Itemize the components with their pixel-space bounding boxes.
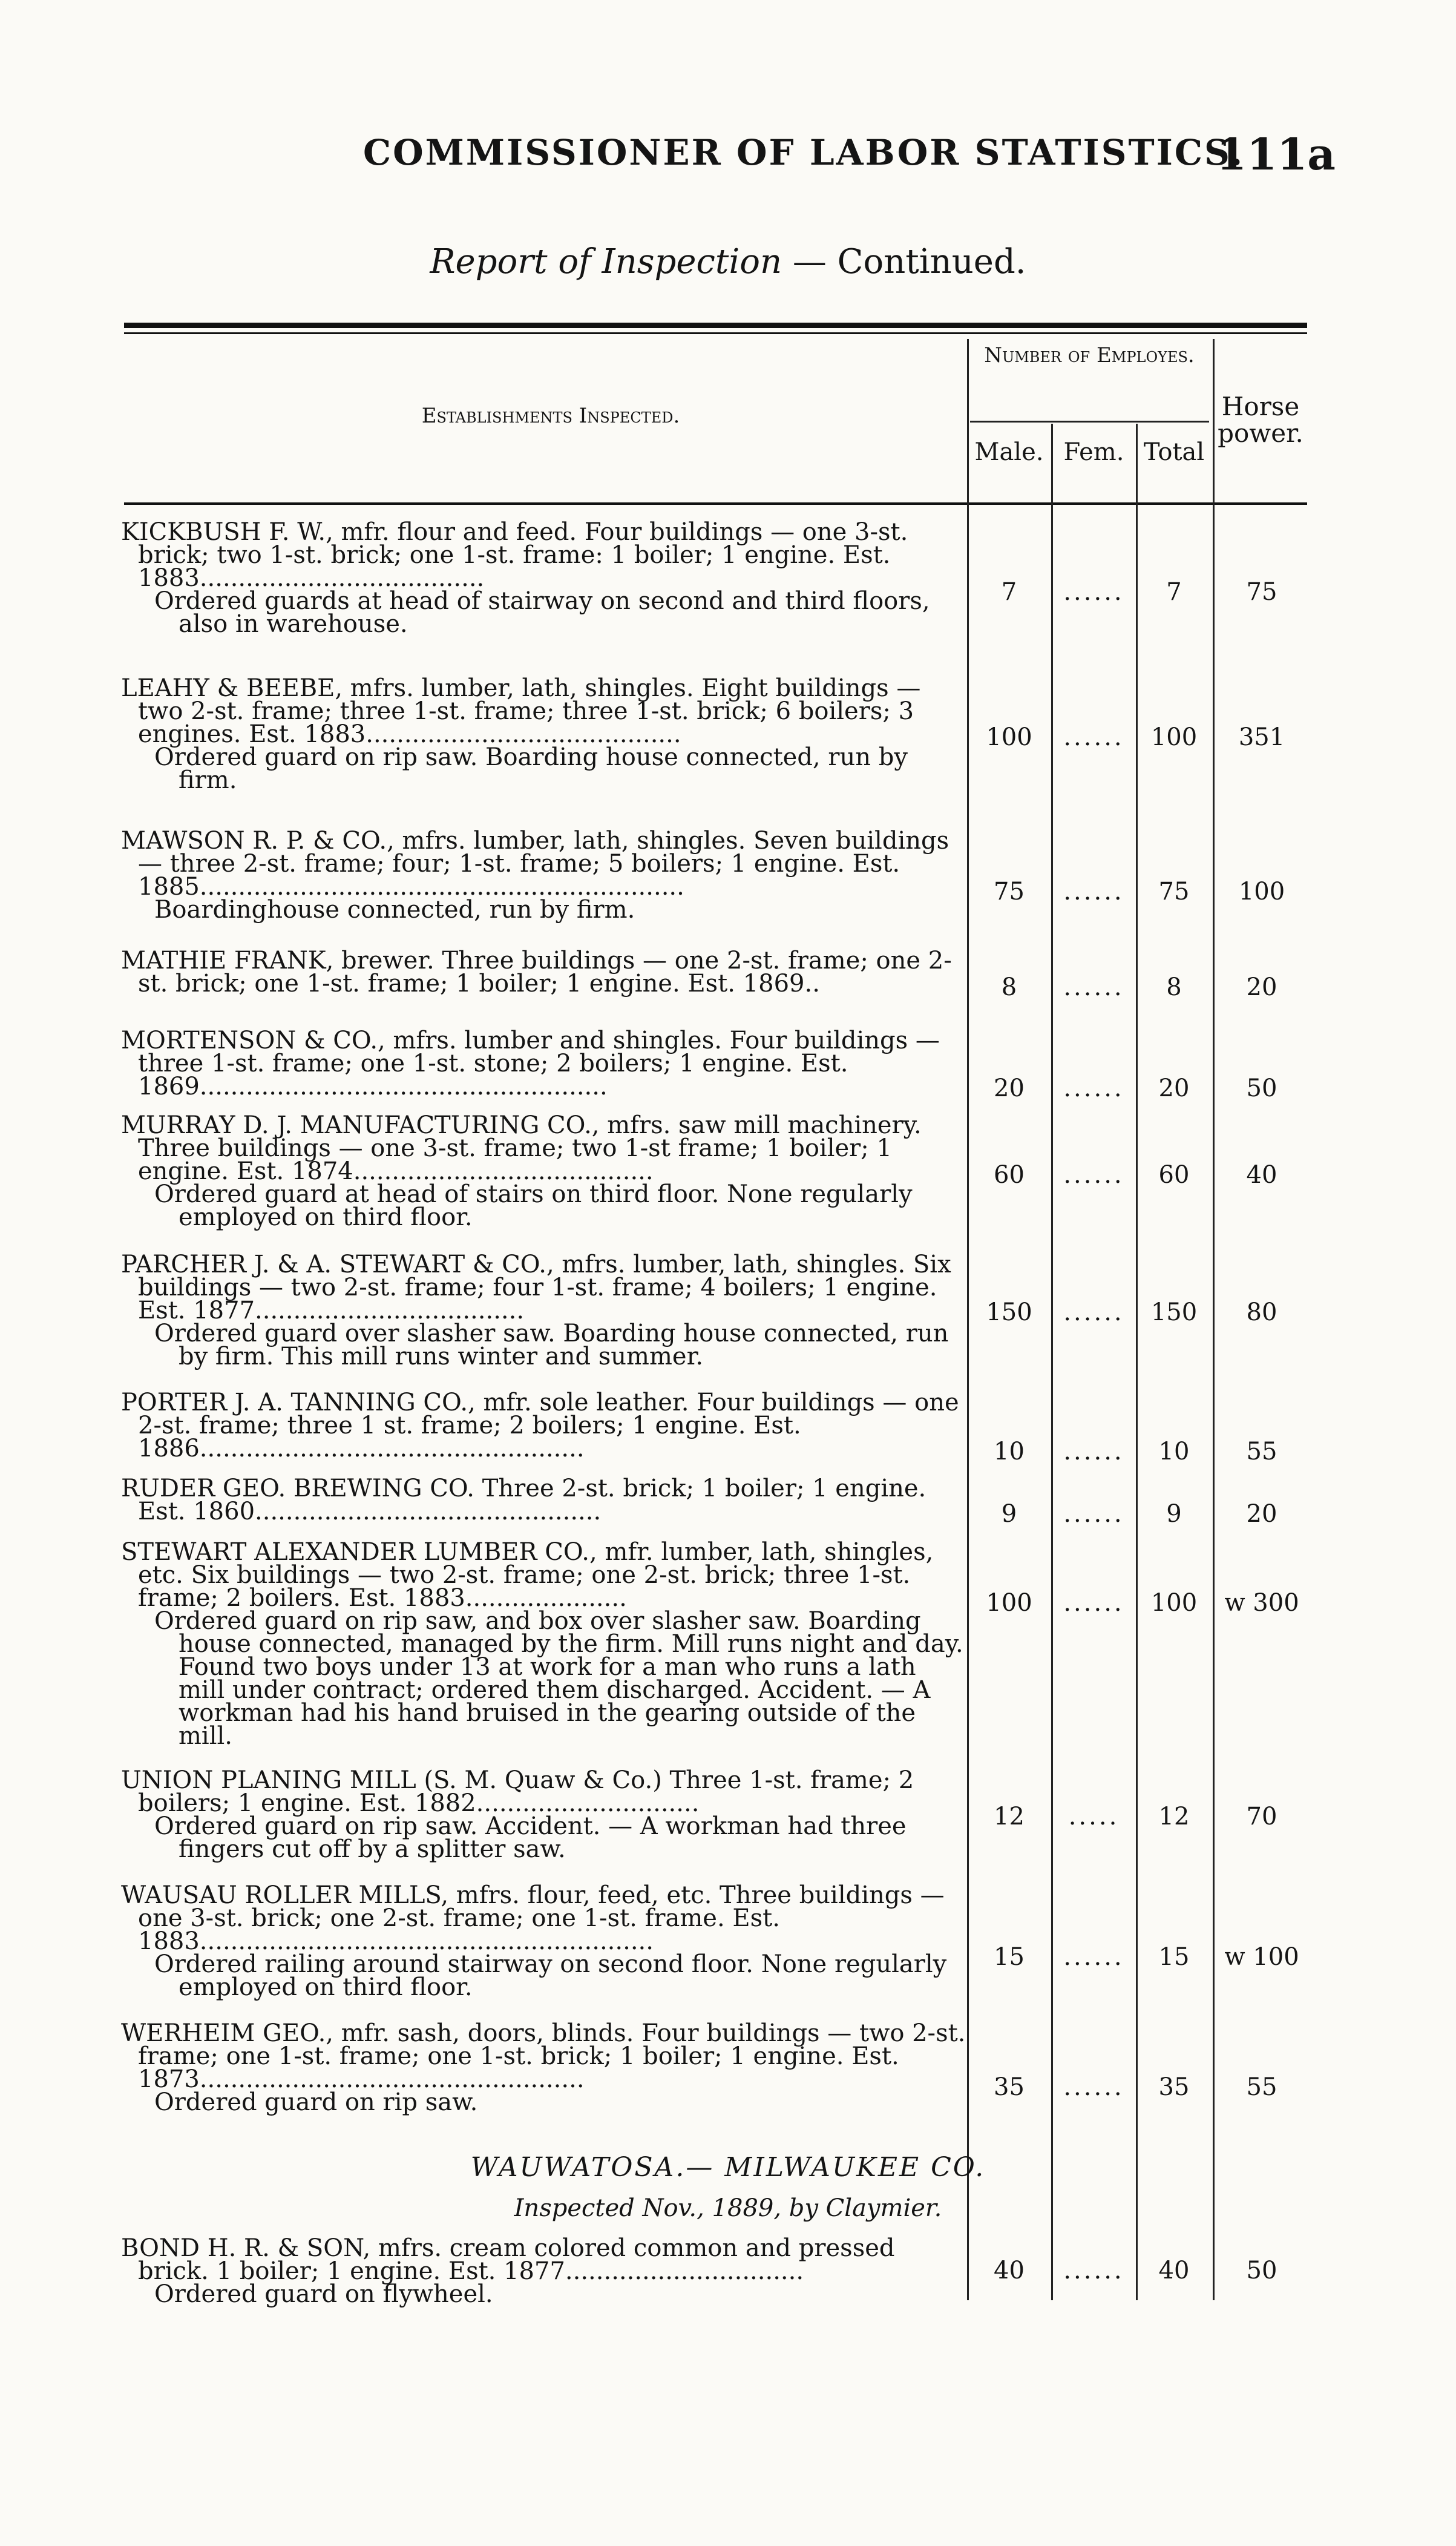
entry-description: MATHIE FRANK, brewer. Three buildings — one 2-st. frame; one 2-st. brick; one 1-st. frame; 1 boiler; 1 engine. Est. 1869.. [121, 947, 952, 998]
entry-description: LEAHY & BEEBE, mfrs. lumber, lath, shingles. Eight buildings — two 2-st. frame; three 1-st. frame; three 1-st. brick; 6 boilers; 3 engines. Est. 1883......................................... [121, 674, 921, 748]
entry-order: Ordered guard on rip saw. Boarding house connected, run by firm. [154, 743, 908, 794]
cell-male: 15 [994, 1943, 1025, 1971]
cell-horse-power: 20 [1246, 1500, 1277, 1528]
cell-total: 40 [1158, 2257, 1190, 2284]
entry-porter [121, 1391, 968, 1460]
entry-order: Ordered guard over slasher saw. Boarding house connected, run by firm. This mill runs winter and summer. [154, 1320, 949, 1370]
cell-male: 75 [994, 878, 1025, 906]
cell-fem: ...... [1063, 723, 1124, 751]
cell-horse-power: w 100 [1224, 1943, 1299, 1971]
cell-male: 10 [994, 1438, 1025, 1465]
col-header-fem: Fem. [1063, 438, 1124, 466]
entry-description: BOND H. R. & SON, mfrs. cream colored common and pressed brick. 1 boiler; 1 engine. Est. 1877............................... [121, 2234, 895, 2285]
entry-order: Ordered guards at head of stairway on second and third floors, also in warehouse. [154, 587, 930, 638]
cell-total: 15 [1158, 1943, 1190, 1971]
cell-male: 35 [994, 2073, 1025, 2101]
entry-leahy-beebe [121, 674, 968, 794]
entry-order: Ordered railing around stairway on second floor. None regularly employed on third floor. [154, 1950, 947, 2001]
entry-description: RUDER GEO. BREWING CO. Three 2-st. brick; 1 boiler; 1 engine. Est. 1860............................................. [121, 1475, 926, 1525]
cell-fem: ...... [1063, 578, 1124, 606]
col-header-total: Total [1143, 438, 1205, 466]
entry-murray [121, 1111, 968, 1231]
cell-horse-power: 40 [1246, 1161, 1277, 1189]
cell-fem: ...... [1063, 1161, 1124, 1189]
entry-kickbush [121, 518, 968, 638]
cell-fem: ...... [1063, 2257, 1124, 2284]
section-title: WAUWATOSA.— MILWAUKEE CO. [470, 2152, 986, 2183]
cell-total: 35 [1158, 2073, 1190, 2101]
cell-fem: ..... [1068, 1803, 1120, 1831]
cell-male: 20 [994, 1074, 1025, 1102]
cell-fem: ...... [1063, 1438, 1124, 1465]
cell-total: 100 [1150, 1589, 1198, 1617]
cell-total: 7 [1166, 578, 1182, 606]
cell-horse-power: 50 [1246, 1074, 1277, 1102]
cell-fem: ...... [1063, 2073, 1124, 2101]
cell-fem: ...... [1063, 1589, 1124, 1617]
cell-total: 9 [1166, 1500, 1182, 1528]
cell-horse-power: 70 [1246, 1803, 1277, 1831]
cell-horse-power: 75 [1246, 578, 1277, 606]
entry-order: Ordered guard on rip saw, and box over slasher saw. Boarding house connected, managed by the firm. Mill runs night and day. Found two boys under 13 at work for a man who runs a lath mill under contract; ordered them discharged. Accident. — A workman had his hand bruised in the gearing outside of the mill. [154, 1607, 963, 1750]
entry-description: WERHEIM GEO., mfr. sash, doors, blinds. Four buildings — two 2-st. frame; one 1-st. frame; one 1-st. brick; 1 boiler; 1 engine. Est. 1873.................................................. [121, 2019, 966, 2093]
entry-description: KICKBUSH F. W., mfr. flour and feed. Four buildings — one 3-st. brick; two 1-st. brick; one 1-st. frame: 1 boiler; 1 engine. Est. 1883..................................... [121, 518, 908, 592]
entry-bond [121, 2234, 968, 2308]
cell-total: 8 [1166, 973, 1182, 1001]
cell-male: 60 [994, 1161, 1025, 1189]
column-divider-fem [1051, 424, 1053, 2300]
report-subtitle [0, 242, 1456, 281]
cell-fem: ...... [1063, 1500, 1124, 1528]
cell-male: 150 [986, 1298, 1032, 1326]
column-divider-horse-power [1213, 339, 1215, 2300]
entry-description: PORTER J. A. TANNING CO., mfr. sole leather. Four buildings — one 2-st. frame; three 1 st. frame; 2 boilers; 1 engine. Est. 1886.................................................. [121, 1389, 959, 1462]
cell-total: 20 [1158, 1074, 1190, 1102]
cell-total: 75 [1158, 878, 1190, 906]
column-divider-total [1136, 424, 1138, 2300]
cell-total: 150 [1150, 1298, 1198, 1326]
cell-male: 40 [994, 2257, 1025, 2284]
entry-order: Ordered guard at head of stairs on third floor. None regularly employed on third floor. [154, 1180, 913, 1231]
cell-fem: ...... [1063, 1074, 1124, 1102]
col-header-horse-power: Horse power. [1218, 392, 1304, 448]
top-thin-rule [124, 332, 1307, 334]
entry-order: Boardinghouse connected, run by firm. [154, 896, 635, 924]
entry-description: MORTENSON & CO., mfrs. lumber and shingles. Four buildings — three 1-st. frame; one 1-st. stone; 2 boilers; 1 engine. Est. 1869..................................................... [121, 1027, 940, 1100]
cell-male: 12 [994, 1803, 1025, 1831]
cell-horse-power: 20 [1246, 973, 1277, 1001]
entry-ruder [121, 1477, 968, 1523]
running-title: COMMISSIONER OF LABOR STATISTICS. [363, 132, 1245, 173]
entry-wausau-roller [121, 1881, 968, 2001]
cell-horse-power: 351 [1238, 723, 1285, 751]
entry-description: PARCHER J. & A. STEWART & CO., mfrs. lumber, lath, shingles. Six buildings — two 2-st. frame; four 1-st. frame; 4 boilers; 1 engine. Est. 1877................................... [121, 1251, 951, 1324]
entry-union-planing [121, 1766, 968, 1863]
entry-mortenson [121, 1029, 968, 1098]
cell-fem: ...... [1063, 878, 1124, 906]
cell-fem: ...... [1063, 1943, 1124, 1971]
entry-werheim [121, 2019, 968, 2116]
entry-mawson [121, 827, 968, 924]
entry-parcher [121, 1253, 968, 1368]
entry-description: UNION PLANING MILL (S. M. Quaw & Co.) Three 1-st. frame; 2 boilers; 1 engine. Est. 1882............................. [121, 1766, 914, 1817]
entry-description: MURRAY D. J. MANUFACTURING CO., mfrs. saw mill machinery. Three buildings — one 3-st. frame; two 1-st frame; 1 boiler; 1 engine. Est. 1874....................................... [121, 1111, 922, 1185]
cell-male: 100 [986, 723, 1032, 751]
entry-order: Ordered guard on rip saw. [154, 2088, 478, 2116]
subtitle-rest: — Continued. [782, 242, 1026, 281]
cell-fem: ...... [1063, 973, 1124, 1001]
subtitle-italic: Report of Inspection [430, 242, 782, 281]
entry-description: WAUSAU ROLLER MILLS, mfrs. flour, feed, etc. Three buildings — one 3-st. brick; one 2-st. frame; one 1-st. frame. Est. 1883........................................................... [121, 1881, 945, 1955]
entry-order: Ordered guard on flywheel. [154, 2280, 493, 2308]
cell-horse-power: 100 [1238, 878, 1285, 906]
col-header-establishments: Establishments Inspected. [421, 404, 680, 428]
cell-total: 12 [1158, 1803, 1190, 1831]
cell-horse-power: 50 [1246, 2257, 1277, 2284]
cell-total: 10 [1158, 1438, 1190, 1465]
cell-total: 100 [1150, 723, 1198, 751]
cell-horse-power: 80 [1246, 1298, 1277, 1326]
cell-total: 60 [1158, 1161, 1190, 1189]
entry-mathie [121, 947, 968, 998]
top-thick-rule [124, 323, 1307, 328]
entry-description: MAWSON R. P. & CO., mfrs. lumber, lath, shingles. Seven buildings — three 2-st. frame; four; 1-st. frame; 5 boilers; 1 engine. Est. 1885............................................................... [121, 827, 949, 901]
cell-horse-power: w 300 [1224, 1589, 1299, 1617]
employes-header-underline [970, 421, 1209, 423]
cell-fem: ...... [1063, 1298, 1124, 1326]
cell-male: 9 [1001, 1500, 1017, 1528]
cell-male: 100 [986, 1589, 1032, 1617]
entry-order: Ordered guard on rip saw. Accident. — A workman had three fingers cut off by a splitter saw. [154, 1812, 907, 1863]
entry-description: STEWART ALEXANDER LUMBER CO., mfr. lumber, lath, shingles, etc. Six buildings — two 2-st. frame; one 2-st. brick; three 1-st. frame; 2 boilers. Est. 1883..................... [121, 1538, 934, 1612]
header-bottom-rule [124, 502, 1307, 505]
cell-horse-power: 55 [1246, 2073, 1277, 2101]
section-subtitle: Inspected Nov., 1889, by Claymier. [514, 2194, 942, 2222]
page-number: 111a [1216, 128, 1336, 180]
cell-horse-power: 55 [1246, 1438, 1277, 1465]
col-header-male: Male. [974, 438, 1044, 466]
page-header [0, 128, 1456, 186]
cell-male: 8 [1001, 973, 1017, 1001]
cell-male: 7 [1001, 578, 1017, 606]
entry-stewart-alexander [121, 1538, 968, 1750]
col-header-number-of-employes: Number of Employes. [984, 343, 1195, 367]
